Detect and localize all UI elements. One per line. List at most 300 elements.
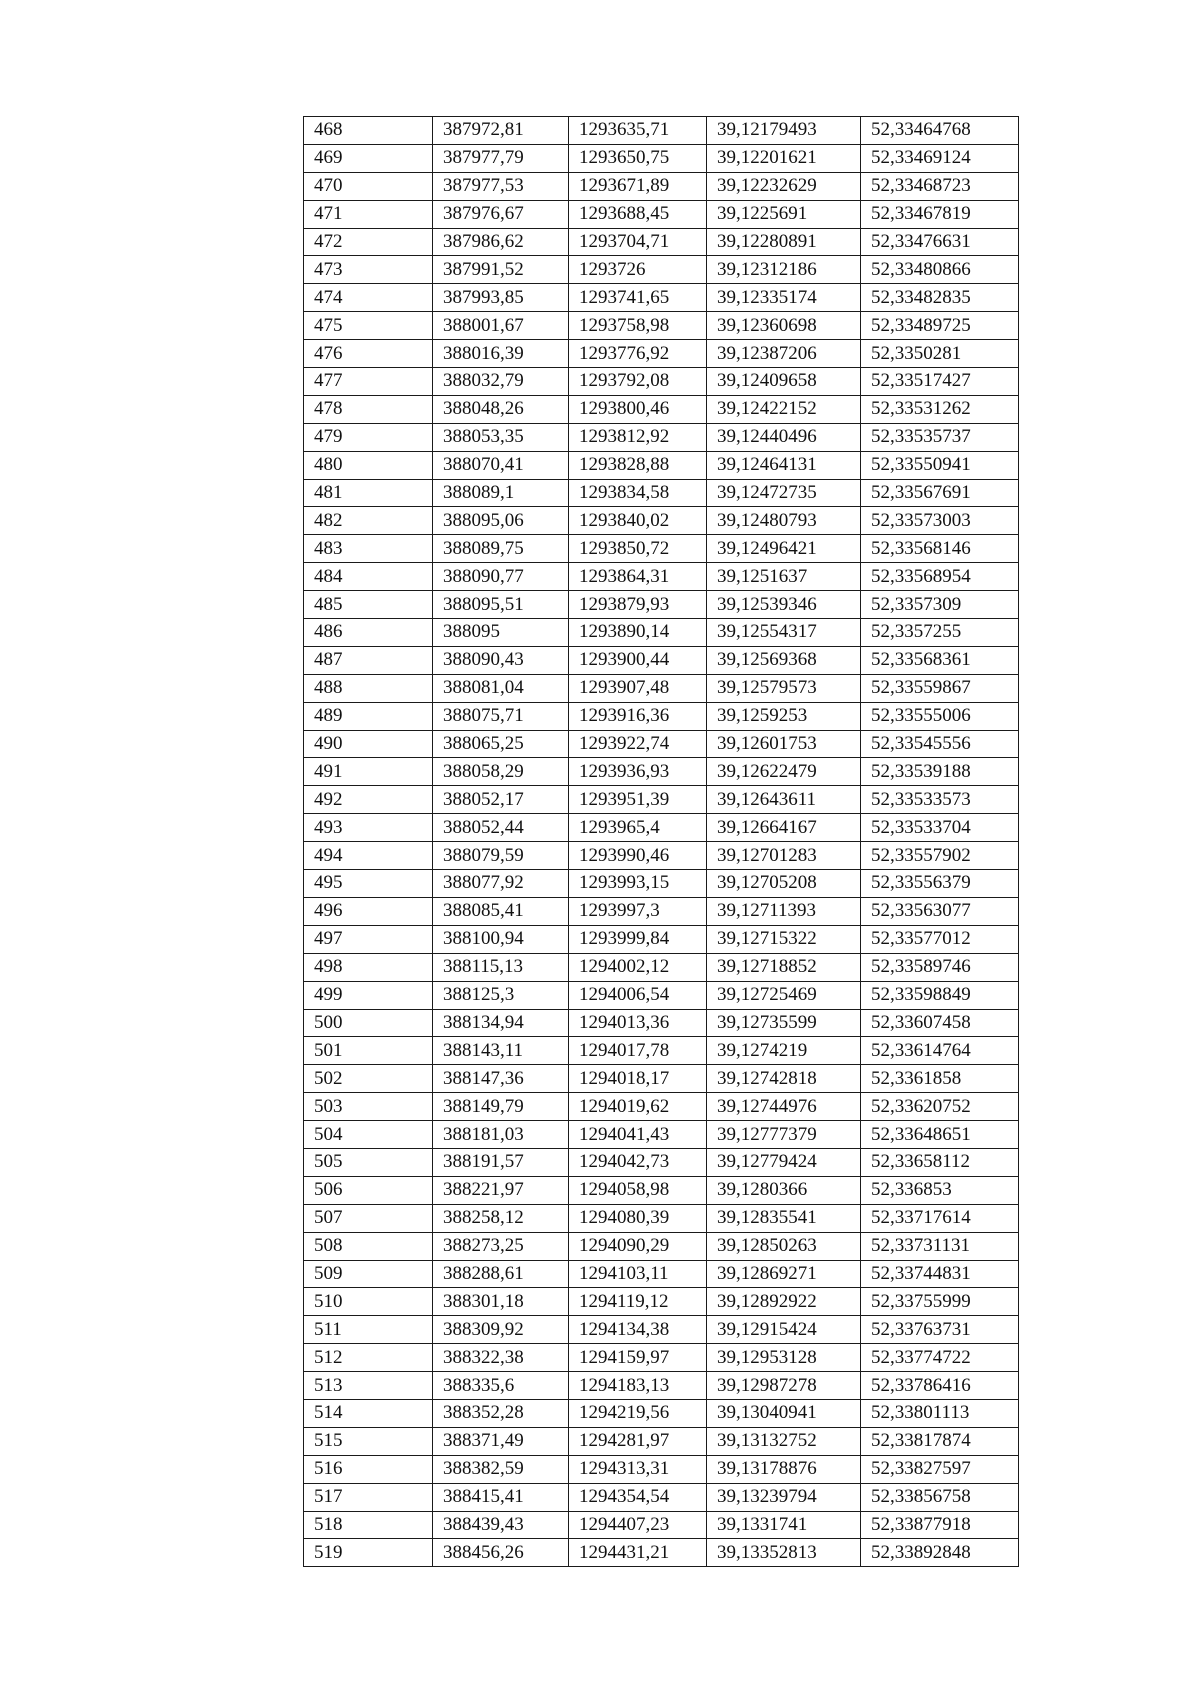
longitude-cell: 39,12201621 — [707, 144, 861, 172]
table-row — [304, 1260, 1019, 1288]
longitude-cell: 39,13178876 — [707, 1455, 861, 1483]
table-row — [304, 1511, 1019, 1539]
x-coordinate-cell: 388288,61 — [433, 1260, 569, 1288]
longitude-cell: 39,12725469 — [707, 981, 861, 1009]
table-row — [304, 368, 1019, 396]
x-coordinate-cell: 388070,41 — [433, 451, 569, 479]
table-row — [304, 256, 1019, 284]
longitude-cell: 39,13239794 — [707, 1483, 861, 1511]
x-coordinate-cell: 388115,13 — [433, 953, 569, 981]
y-coordinate-cell: 1294002,12 — [569, 953, 707, 981]
latitude-cell: 52,33786416 — [861, 1372, 1019, 1400]
longitude-cell: 39,12987278 — [707, 1372, 861, 1400]
x-coordinate-cell: 388273,25 — [433, 1232, 569, 1260]
longitude-cell: 39,12472735 — [707, 479, 861, 507]
latitude-cell: 52,33573003 — [861, 507, 1019, 535]
y-coordinate-cell: 1294313,31 — [569, 1455, 707, 1483]
table-row — [304, 1316, 1019, 1344]
table-row — [304, 1176, 1019, 1204]
table-row — [304, 646, 1019, 674]
y-coordinate-cell: 1293965,4 — [569, 814, 707, 842]
y-coordinate-cell: 1293704,71 — [569, 228, 707, 256]
latitude-cell: 52,3357255 — [861, 619, 1019, 647]
longitude-cell: 39,12711393 — [707, 897, 861, 925]
table-row — [304, 451, 1019, 479]
longitude-cell: 39,12464131 — [707, 451, 861, 479]
table-row — [304, 284, 1019, 312]
y-coordinate-cell: 1294017,78 — [569, 1037, 707, 1065]
longitude-cell: 39,12779424 — [707, 1148, 861, 1176]
latitude-cell: 52,33468723 — [861, 172, 1019, 200]
table-row — [304, 1093, 1019, 1121]
longitude-cell: 39,12387206 — [707, 340, 861, 368]
table-row — [304, 870, 1019, 898]
point-number-cell: 496 — [304, 897, 433, 925]
table-row — [304, 619, 1019, 647]
table-row — [304, 842, 1019, 870]
y-coordinate-cell: 1294281,97 — [569, 1427, 707, 1455]
point-number-cell: 485 — [304, 591, 433, 619]
y-coordinate-cell: 1294058,98 — [569, 1176, 707, 1204]
table-row — [304, 702, 1019, 730]
coordinates-table-body — [304, 117, 1019, 1567]
x-coordinate-cell: 388032,79 — [433, 368, 569, 396]
y-coordinate-cell: 1293650,75 — [569, 144, 707, 172]
latitude-cell: 52,33480866 — [861, 256, 1019, 284]
point-number-cell: 509 — [304, 1260, 433, 1288]
latitude-cell: 52,33620752 — [861, 1093, 1019, 1121]
longitude-cell: 39,13132752 — [707, 1427, 861, 1455]
point-number-cell: 487 — [304, 646, 433, 674]
x-coordinate-cell: 388089,75 — [433, 535, 569, 563]
point-number-cell: 483 — [304, 535, 433, 563]
y-coordinate-cell: 1294013,36 — [569, 1009, 707, 1037]
latitude-cell: 52,33801113 — [861, 1399, 1019, 1427]
x-coordinate-cell: 388052,44 — [433, 814, 569, 842]
table-row — [304, 1372, 1019, 1400]
y-coordinate-cell: 1293850,72 — [569, 535, 707, 563]
x-coordinate-cell: 388258,12 — [433, 1204, 569, 1232]
x-coordinate-cell: 388001,67 — [433, 312, 569, 340]
y-coordinate-cell: 1293758,98 — [569, 312, 707, 340]
x-coordinate-cell: 388301,18 — [433, 1288, 569, 1316]
latitude-cell: 52,33774722 — [861, 1344, 1019, 1372]
table-row — [304, 228, 1019, 256]
table-row — [304, 479, 1019, 507]
table-row — [304, 1455, 1019, 1483]
x-coordinate-cell: 388100,94 — [433, 925, 569, 953]
latitude-cell: 52,33559867 — [861, 674, 1019, 702]
latitude-cell: 52,33648651 — [861, 1121, 1019, 1149]
longitude-cell: 39,12705208 — [707, 870, 861, 898]
latitude-cell: 52,33550941 — [861, 451, 1019, 479]
table-row — [304, 172, 1019, 200]
x-coordinate-cell: 387972,81 — [433, 117, 569, 145]
longitude-cell: 39,12554317 — [707, 619, 861, 647]
point-number-cell: 499 — [304, 981, 433, 1009]
x-coordinate-cell: 387993,85 — [433, 284, 569, 312]
point-number-cell: 477 — [304, 368, 433, 396]
longitude-cell: 39,1251637 — [707, 563, 861, 591]
point-number-cell: 503 — [304, 1093, 433, 1121]
y-coordinate-cell: 1293890,14 — [569, 619, 707, 647]
latitude-cell: 52,33563077 — [861, 897, 1019, 925]
y-coordinate-cell: 1293828,88 — [569, 451, 707, 479]
y-coordinate-cell: 1293922,74 — [569, 730, 707, 758]
y-coordinate-cell: 1293726 — [569, 256, 707, 284]
table-row — [304, 1009, 1019, 1037]
x-coordinate-cell: 388048,26 — [433, 395, 569, 423]
latitude-cell: 52,33717614 — [861, 1204, 1019, 1232]
point-number-cell: 476 — [304, 340, 433, 368]
latitude-cell: 52,336853 — [861, 1176, 1019, 1204]
table-row — [304, 1037, 1019, 1065]
y-coordinate-cell: 1293840,02 — [569, 507, 707, 535]
longitude-cell: 39,12569368 — [707, 646, 861, 674]
x-coordinate-cell: 387976,67 — [433, 200, 569, 228]
point-number-cell: 500 — [304, 1009, 433, 1037]
table-row — [304, 535, 1019, 563]
x-coordinate-cell: 388016,39 — [433, 340, 569, 368]
y-coordinate-cell: 1294354,54 — [569, 1483, 707, 1511]
point-number-cell: 479 — [304, 423, 433, 451]
point-number-cell: 505 — [304, 1148, 433, 1176]
latitude-cell: 52,33755999 — [861, 1288, 1019, 1316]
x-coordinate-cell: 388085,41 — [433, 897, 569, 925]
latitude-cell: 52,33467819 — [861, 200, 1019, 228]
longitude-cell: 39,12742818 — [707, 1065, 861, 1093]
x-coordinate-cell: 388371,49 — [433, 1427, 569, 1455]
table-row — [304, 1539, 1019, 1567]
latitude-cell: 52,3350281 — [861, 340, 1019, 368]
y-coordinate-cell: 1293776,92 — [569, 340, 707, 368]
table-row — [304, 1427, 1019, 1455]
coordinates-table — [303, 116, 1019, 1567]
x-coordinate-cell: 388147,36 — [433, 1065, 569, 1093]
point-number-cell: 514 — [304, 1399, 433, 1427]
y-coordinate-cell: 1293635,71 — [569, 117, 707, 145]
point-number-cell: 478 — [304, 395, 433, 423]
longitude-cell: 39,1280366 — [707, 1176, 861, 1204]
longitude-cell: 39,1259253 — [707, 702, 861, 730]
table-row — [304, 758, 1019, 786]
latitude-cell: 52,33557902 — [861, 842, 1019, 870]
longitude-cell: 39,12643611 — [707, 786, 861, 814]
y-coordinate-cell: 1293990,46 — [569, 842, 707, 870]
y-coordinate-cell: 1293800,46 — [569, 395, 707, 423]
longitude-cell: 39,12360698 — [707, 312, 861, 340]
point-number-cell: 468 — [304, 117, 433, 145]
y-coordinate-cell: 1294019,62 — [569, 1093, 707, 1121]
point-number-cell: 510 — [304, 1288, 433, 1316]
longitude-cell: 39,12280891 — [707, 228, 861, 256]
point-number-cell: 508 — [304, 1232, 433, 1260]
point-number-cell: 480 — [304, 451, 433, 479]
longitude-cell: 39,12869271 — [707, 1260, 861, 1288]
latitude-cell: 52,33568954 — [861, 563, 1019, 591]
y-coordinate-cell: 1294119,12 — [569, 1288, 707, 1316]
point-number-cell: 474 — [304, 284, 433, 312]
point-number-cell: 506 — [304, 1176, 433, 1204]
y-coordinate-cell: 1293792,08 — [569, 368, 707, 396]
point-number-cell: 513 — [304, 1372, 433, 1400]
x-coordinate-cell: 388382,59 — [433, 1455, 569, 1483]
table-row — [304, 925, 1019, 953]
longitude-cell: 39,12777379 — [707, 1121, 861, 1149]
x-coordinate-cell: 388089,1 — [433, 479, 569, 507]
longitude-cell: 39,1331741 — [707, 1511, 861, 1539]
y-coordinate-cell: 1294018,17 — [569, 1065, 707, 1093]
point-number-cell: 482 — [304, 507, 433, 535]
y-coordinate-cell: 1294042,73 — [569, 1148, 707, 1176]
longitude-cell: 39,12744976 — [707, 1093, 861, 1121]
y-coordinate-cell: 1294103,11 — [569, 1260, 707, 1288]
latitude-cell: 52,33517427 — [861, 368, 1019, 396]
y-coordinate-cell: 1293907,48 — [569, 674, 707, 702]
latitude-cell: 52,33469124 — [861, 144, 1019, 172]
point-number-cell: 515 — [304, 1427, 433, 1455]
latitude-cell: 52,33464768 — [861, 117, 1019, 145]
latitude-cell: 52,33744831 — [861, 1260, 1019, 1288]
x-coordinate-cell: 387986,62 — [433, 228, 569, 256]
point-number-cell: 501 — [304, 1037, 433, 1065]
x-coordinate-cell: 388077,92 — [433, 870, 569, 898]
y-coordinate-cell: 1294134,38 — [569, 1316, 707, 1344]
latitude-cell: 52,3357309 — [861, 591, 1019, 619]
table-row — [304, 981, 1019, 1009]
latitude-cell: 52,33817874 — [861, 1427, 1019, 1455]
point-number-cell: 471 — [304, 200, 433, 228]
y-coordinate-cell: 1294080,39 — [569, 1204, 707, 1232]
latitude-cell: 52,33856758 — [861, 1483, 1019, 1511]
x-coordinate-cell: 387977,79 — [433, 144, 569, 172]
y-coordinate-cell: 1293879,93 — [569, 591, 707, 619]
point-number-cell: 489 — [304, 702, 433, 730]
table-row — [304, 674, 1019, 702]
longitude-cell: 39,12312186 — [707, 256, 861, 284]
x-coordinate-cell: 388352,28 — [433, 1399, 569, 1427]
y-coordinate-cell: 1293864,31 — [569, 563, 707, 591]
latitude-cell: 52,33568146 — [861, 535, 1019, 563]
point-number-cell: 488 — [304, 674, 433, 702]
table-row — [304, 1232, 1019, 1260]
y-coordinate-cell: 1293951,39 — [569, 786, 707, 814]
x-coordinate-cell: 388322,38 — [433, 1344, 569, 1372]
latitude-cell: 52,33476631 — [861, 228, 1019, 256]
point-number-cell: 470 — [304, 172, 433, 200]
table-row — [304, 897, 1019, 925]
x-coordinate-cell: 388052,17 — [433, 786, 569, 814]
latitude-cell: 52,33533573 — [861, 786, 1019, 814]
table-row — [304, 200, 1019, 228]
y-coordinate-cell: 1294006,54 — [569, 981, 707, 1009]
table-row — [304, 144, 1019, 172]
point-number-cell: 484 — [304, 563, 433, 591]
point-number-cell: 475 — [304, 312, 433, 340]
longitude-cell: 39,12601753 — [707, 730, 861, 758]
x-coordinate-cell: 388095 — [433, 619, 569, 647]
longitude-cell: 39,12835541 — [707, 1204, 861, 1232]
longitude-cell: 39,12664167 — [707, 814, 861, 842]
latitude-cell: 52,33531262 — [861, 395, 1019, 423]
x-coordinate-cell: 388075,71 — [433, 702, 569, 730]
table-row — [304, 423, 1019, 451]
longitude-cell: 39,13040941 — [707, 1399, 861, 1427]
longitude-cell: 39,12715322 — [707, 925, 861, 953]
table-row — [304, 395, 1019, 423]
y-coordinate-cell: 1294090,29 — [569, 1232, 707, 1260]
point-number-cell: 516 — [304, 1455, 433, 1483]
table-row — [304, 1065, 1019, 1093]
x-coordinate-cell: 388058,29 — [433, 758, 569, 786]
table-row — [304, 312, 1019, 340]
longitude-cell: 39,12179493 — [707, 117, 861, 145]
longitude-cell: 39,12422152 — [707, 395, 861, 423]
longitude-cell: 39,1274219 — [707, 1037, 861, 1065]
x-coordinate-cell: 388125,3 — [433, 981, 569, 1009]
point-number-cell: 472 — [304, 228, 433, 256]
latitude-cell: 52,33533704 — [861, 814, 1019, 842]
point-number-cell: 517 — [304, 1483, 433, 1511]
x-coordinate-cell: 388095,06 — [433, 507, 569, 535]
latitude-cell: 52,33545556 — [861, 730, 1019, 758]
point-number-cell: 486 — [304, 619, 433, 647]
latitude-cell: 52,33598849 — [861, 981, 1019, 1009]
y-coordinate-cell: 1293999,84 — [569, 925, 707, 953]
latitude-cell: 52,33568361 — [861, 646, 1019, 674]
y-coordinate-cell: 1293671,89 — [569, 172, 707, 200]
latitude-cell: 52,33892848 — [861, 1539, 1019, 1567]
latitude-cell: 52,33556379 — [861, 870, 1019, 898]
latitude-cell: 52,33577012 — [861, 925, 1019, 953]
x-coordinate-cell: 388134,94 — [433, 1009, 569, 1037]
point-number-cell: 490 — [304, 730, 433, 758]
longitude-cell: 39,12735599 — [707, 1009, 861, 1037]
y-coordinate-cell: 1293993,15 — [569, 870, 707, 898]
latitude-cell: 52,33658112 — [861, 1148, 1019, 1176]
x-coordinate-cell: 388090,77 — [433, 563, 569, 591]
longitude-cell: 39,12409658 — [707, 368, 861, 396]
latitude-cell: 52,33607458 — [861, 1009, 1019, 1037]
y-coordinate-cell: 1294219,56 — [569, 1399, 707, 1427]
latitude-cell: 52,33482835 — [861, 284, 1019, 312]
x-coordinate-cell: 388095,51 — [433, 591, 569, 619]
point-number-cell: 504 — [304, 1121, 433, 1149]
table-row — [304, 340, 1019, 368]
point-number-cell: 481 — [304, 479, 433, 507]
longitude-cell: 39,1225691 — [707, 200, 861, 228]
y-coordinate-cell: 1294407,23 — [569, 1511, 707, 1539]
point-number-cell: 502 — [304, 1065, 433, 1093]
y-coordinate-cell: 1294431,21 — [569, 1539, 707, 1567]
point-number-cell: 473 — [304, 256, 433, 284]
longitude-cell: 39,12480793 — [707, 507, 861, 535]
longitude-cell: 39,12496421 — [707, 535, 861, 563]
point-number-cell: 493 — [304, 814, 433, 842]
latitude-cell: 52,33489725 — [861, 312, 1019, 340]
table-row — [304, 563, 1019, 591]
longitude-cell: 39,12579573 — [707, 674, 861, 702]
table-row — [304, 786, 1019, 814]
longitude-cell: 39,13352813 — [707, 1539, 861, 1567]
y-coordinate-cell: 1293997,3 — [569, 897, 707, 925]
longitude-cell: 39,12915424 — [707, 1316, 861, 1344]
longitude-cell: 39,12701283 — [707, 842, 861, 870]
x-coordinate-cell: 388221,97 — [433, 1176, 569, 1204]
x-coordinate-cell: 388053,35 — [433, 423, 569, 451]
x-coordinate-cell: 388065,25 — [433, 730, 569, 758]
table-row — [304, 1344, 1019, 1372]
point-number-cell: 497 — [304, 925, 433, 953]
x-coordinate-cell: 388456,26 — [433, 1539, 569, 1567]
latitude-cell: 52,33567691 — [861, 479, 1019, 507]
y-coordinate-cell: 1293812,92 — [569, 423, 707, 451]
y-coordinate-cell: 1294159,97 — [569, 1344, 707, 1372]
x-coordinate-cell: 388081,04 — [433, 674, 569, 702]
latitude-cell: 52,3361858 — [861, 1065, 1019, 1093]
x-coordinate-cell: 388149,79 — [433, 1093, 569, 1121]
point-number-cell: 519 — [304, 1539, 433, 1567]
point-number-cell: 494 — [304, 842, 433, 870]
point-number-cell: 507 — [304, 1204, 433, 1232]
y-coordinate-cell: 1293834,58 — [569, 479, 707, 507]
point-number-cell: 512 — [304, 1344, 433, 1372]
table-row — [304, 1148, 1019, 1176]
table-row — [304, 507, 1019, 535]
longitude-cell: 39,12892922 — [707, 1288, 861, 1316]
latitude-cell: 52,33763731 — [861, 1316, 1019, 1344]
latitude-cell: 52,33731131 — [861, 1232, 1019, 1260]
latitude-cell: 52,33827597 — [861, 1455, 1019, 1483]
y-coordinate-cell: 1293900,44 — [569, 646, 707, 674]
table-row — [304, 1121, 1019, 1149]
table-row — [304, 1288, 1019, 1316]
longitude-cell: 39,12850263 — [707, 1232, 861, 1260]
x-coordinate-cell: 388335,6 — [433, 1372, 569, 1400]
y-coordinate-cell: 1294041,43 — [569, 1121, 707, 1149]
point-number-cell: 498 — [304, 953, 433, 981]
longitude-cell: 39,12622479 — [707, 758, 861, 786]
point-number-cell: 511 — [304, 1316, 433, 1344]
x-coordinate-cell: 388090,43 — [433, 646, 569, 674]
point-number-cell: 518 — [304, 1511, 433, 1539]
x-coordinate-cell: 388181,03 — [433, 1121, 569, 1149]
longitude-cell: 39,12718852 — [707, 953, 861, 981]
table-row — [304, 1483, 1019, 1511]
longitude-cell: 39,12335174 — [707, 284, 861, 312]
y-coordinate-cell: 1294183,13 — [569, 1372, 707, 1400]
longitude-cell: 39,12539346 — [707, 591, 861, 619]
point-number-cell: 495 — [304, 870, 433, 898]
x-coordinate-cell: 388439,43 — [433, 1511, 569, 1539]
x-coordinate-cell: 388143,11 — [433, 1037, 569, 1065]
longitude-cell: 39,12953128 — [707, 1344, 861, 1372]
y-coordinate-cell: 1293936,93 — [569, 758, 707, 786]
y-coordinate-cell: 1293916,36 — [569, 702, 707, 730]
x-coordinate-cell: 387977,53 — [433, 172, 569, 200]
point-number-cell: 492 — [304, 786, 433, 814]
x-coordinate-cell: 388079,59 — [433, 842, 569, 870]
table-row — [304, 1399, 1019, 1427]
latitude-cell: 52,33555006 — [861, 702, 1019, 730]
table-row — [304, 730, 1019, 758]
y-coordinate-cell: 1293688,45 — [569, 200, 707, 228]
point-number-cell: 491 — [304, 758, 433, 786]
latitude-cell: 52,33614764 — [861, 1037, 1019, 1065]
x-coordinate-cell: 388309,92 — [433, 1316, 569, 1344]
latitude-cell: 52,33535737 — [861, 423, 1019, 451]
longitude-cell: 39,12440496 — [707, 423, 861, 451]
